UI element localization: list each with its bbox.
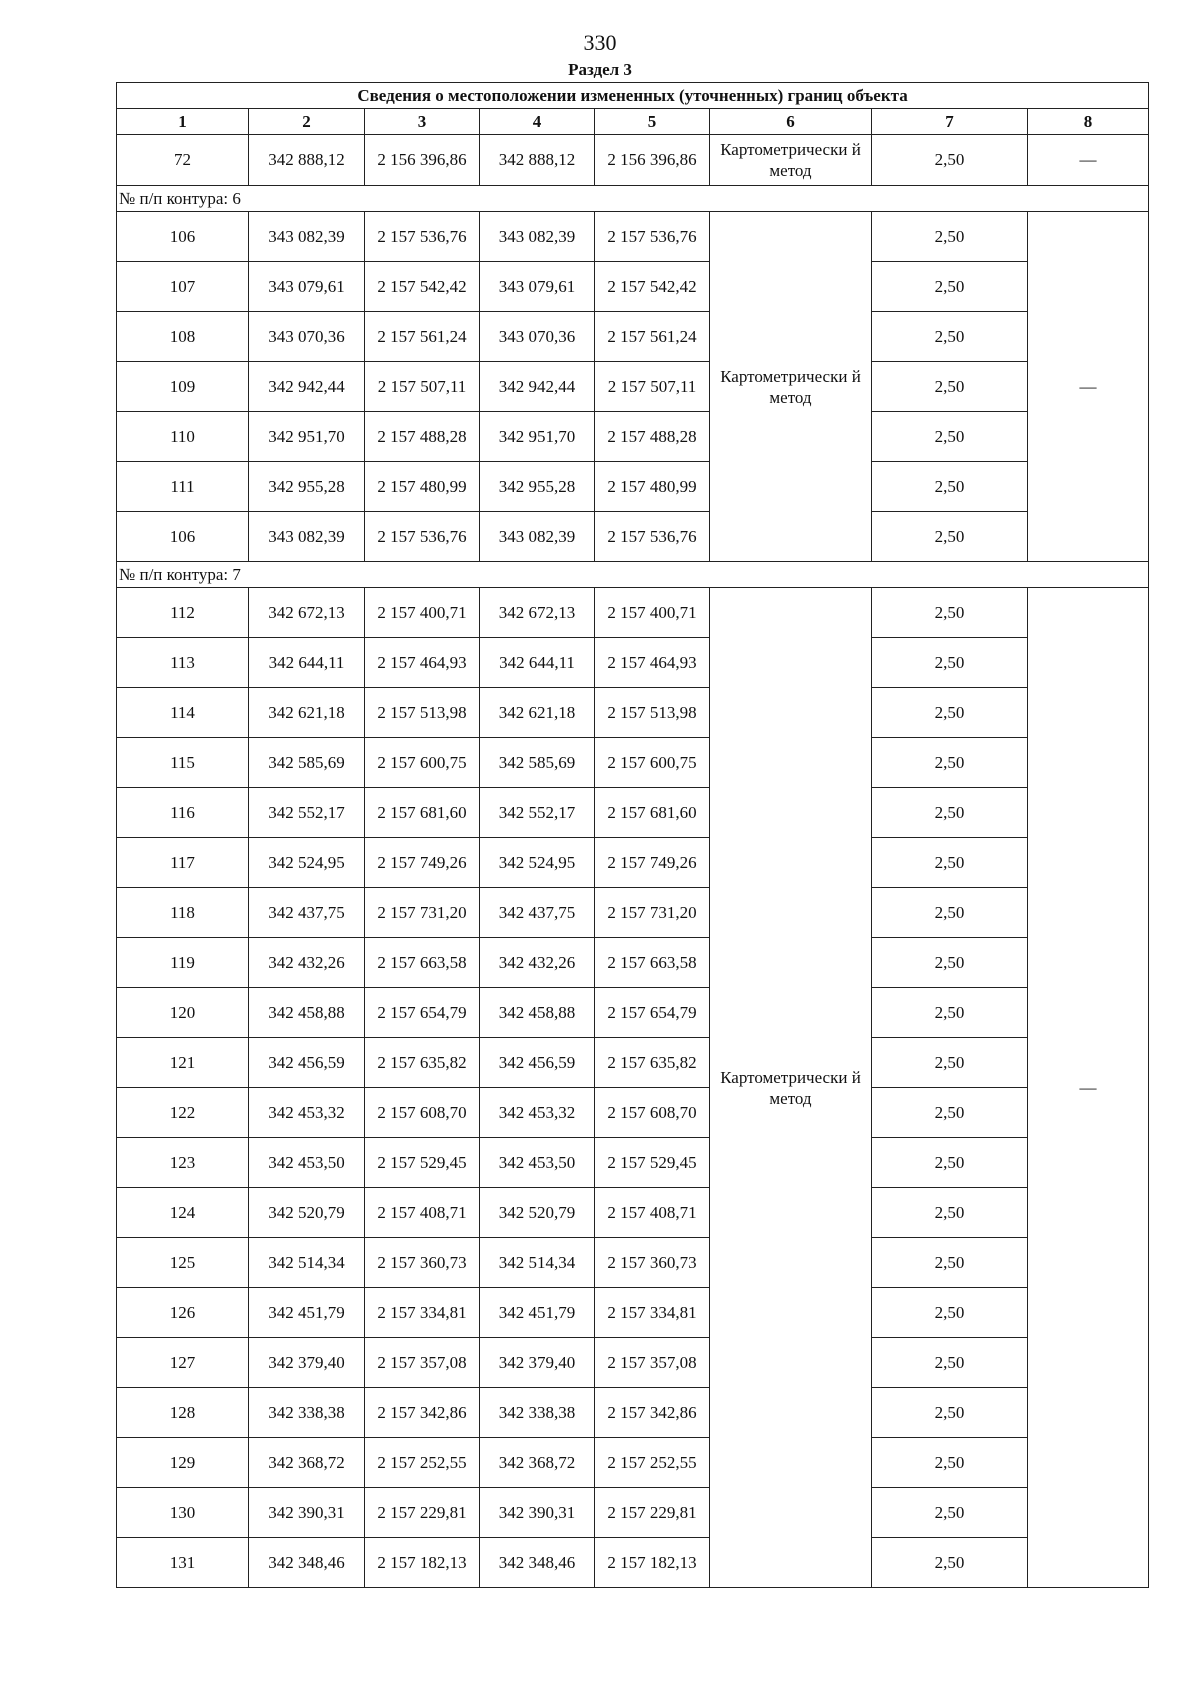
x-refined: 342 368,72 bbox=[480, 1438, 595, 1488]
y-existing: 2 157 529,45 bbox=[365, 1138, 480, 1188]
x-refined: 342 379,40 bbox=[480, 1338, 595, 1388]
point-number: 110 bbox=[117, 412, 249, 462]
y-existing: 2 157 357,08 bbox=[365, 1338, 480, 1388]
y-existing: 2 157 654,79 bbox=[365, 988, 480, 1038]
y-existing: 2 157 608,70 bbox=[365, 1088, 480, 1138]
table-row bbox=[117, 1388, 1149, 1438]
point-number: 123 bbox=[117, 1138, 249, 1188]
x-existing: 342 644,11 bbox=[249, 638, 365, 688]
accuracy: 2,50 bbox=[872, 738, 1028, 788]
y-existing: 2 157 229,81 bbox=[365, 1488, 480, 1538]
y-existing: 2 157 507,11 bbox=[365, 362, 480, 412]
point-number: 72 bbox=[117, 135, 249, 186]
table-caption-row bbox=[117, 83, 1149, 109]
x-refined: 342 451,79 bbox=[480, 1288, 595, 1338]
point-number: 106 bbox=[117, 212, 249, 262]
x-refined: 342 456,59 bbox=[480, 1038, 595, 1088]
accuracy: 2,50 bbox=[872, 688, 1028, 738]
description-dash: — bbox=[1028, 212, 1149, 562]
x-refined: 342 621,18 bbox=[480, 688, 595, 738]
accuracy: 2,50 bbox=[872, 1288, 1028, 1338]
table-body bbox=[117, 83, 1149, 1588]
table-row bbox=[117, 1238, 1149, 1288]
x-refined: 342 458,88 bbox=[480, 988, 595, 1038]
x-existing: 342 458,88 bbox=[249, 988, 365, 1038]
point-number: 114 bbox=[117, 688, 249, 738]
table-row bbox=[117, 938, 1149, 988]
y-existing: 2 157 488,28 bbox=[365, 412, 480, 462]
y-refined: 2 157 229,81 bbox=[595, 1488, 710, 1538]
x-existing: 342 621,18 bbox=[249, 688, 365, 738]
point-number: 128 bbox=[117, 1388, 249, 1438]
accuracy: 2,50 bbox=[872, 412, 1028, 462]
y-existing: 2 157 749,26 bbox=[365, 838, 480, 888]
x-refined: 342 437,75 bbox=[480, 888, 595, 938]
table-row bbox=[117, 888, 1149, 938]
contour-label: № п/п контура: 7 bbox=[117, 562, 1149, 588]
y-existing: 2 157 182,13 bbox=[365, 1538, 480, 1588]
table-row bbox=[117, 312, 1149, 362]
accuracy: 2,50 bbox=[872, 1088, 1028, 1138]
table-row bbox=[117, 362, 1149, 412]
accuracy: 2,50 bbox=[872, 512, 1028, 562]
accuracy: 2,50 bbox=[872, 1388, 1028, 1438]
y-existing: 2 157 480,99 bbox=[365, 462, 480, 512]
x-existing: 342 379,40 bbox=[249, 1338, 365, 1388]
y-refined: 2 157 561,24 bbox=[595, 312, 710, 362]
point-number: 119 bbox=[117, 938, 249, 988]
y-refined: 2 157 357,08 bbox=[595, 1338, 710, 1388]
accuracy: 2,50 bbox=[872, 1038, 1028, 1088]
y-existing: 2 157 542,42 bbox=[365, 262, 480, 312]
x-refined: 342 524,95 bbox=[480, 838, 595, 888]
x-refined: 343 082,39 bbox=[480, 212, 595, 262]
point-number: 130 bbox=[117, 1488, 249, 1538]
y-existing: 2 157 536,76 bbox=[365, 512, 480, 562]
x-existing: 342 456,59 bbox=[249, 1038, 365, 1088]
y-refined: 2 157 536,76 bbox=[595, 212, 710, 262]
y-refined: 2 157 529,45 bbox=[595, 1138, 710, 1188]
y-existing: 2 157 252,55 bbox=[365, 1438, 480, 1488]
accuracy: 2,50 bbox=[872, 938, 1028, 988]
y-refined: 2 157 608,70 bbox=[595, 1088, 710, 1138]
y-existing: 2 157 513,98 bbox=[365, 688, 480, 738]
table-row bbox=[117, 1038, 1149, 1088]
column-number: 6 bbox=[710, 109, 872, 135]
accuracy: 2,50 bbox=[872, 262, 1028, 312]
y-existing: 2 157 561,24 bbox=[365, 312, 480, 362]
x-refined: 343 082,39 bbox=[480, 512, 595, 562]
x-existing: 342 453,32 bbox=[249, 1088, 365, 1138]
table-row bbox=[117, 262, 1149, 312]
accuracy: 2,50 bbox=[872, 362, 1028, 412]
point-number: 115 bbox=[117, 738, 249, 788]
x-refined: 342 432,26 bbox=[480, 938, 595, 988]
x-refined: 343 079,61 bbox=[480, 262, 595, 312]
y-refined: 2 157 654,79 bbox=[595, 988, 710, 1038]
table-row bbox=[117, 1288, 1149, 1338]
y-refined: 2 157 731,20 bbox=[595, 888, 710, 938]
x-existing: 342 955,28 bbox=[249, 462, 365, 512]
x-existing: 342 437,75 bbox=[249, 888, 365, 938]
y-existing: 2 157 408,71 bbox=[365, 1188, 480, 1238]
section-title: Раздел 3 bbox=[568, 60, 632, 79]
y-existing: 2 157 681,60 bbox=[365, 788, 480, 838]
accuracy: 2,50 bbox=[872, 988, 1028, 1038]
table-row bbox=[117, 1438, 1149, 1488]
x-refined: 342 390,31 bbox=[480, 1488, 595, 1538]
accuracy: 2,50 bbox=[872, 462, 1028, 512]
x-refined: 342 672,13 bbox=[480, 588, 595, 638]
x-refined: 342 644,11 bbox=[480, 638, 595, 688]
x-existing: 342 524,95 bbox=[249, 838, 365, 888]
table-row bbox=[117, 412, 1149, 462]
accuracy: 2,50 bbox=[872, 788, 1028, 838]
description-dash: — bbox=[1028, 588, 1149, 1588]
y-existing: 2 157 600,75 bbox=[365, 738, 480, 788]
x-refined: 342 888,12 bbox=[480, 135, 595, 186]
y-existing: 2 157 342,86 bbox=[365, 1388, 480, 1438]
y-refined: 2 157 182,13 bbox=[595, 1538, 710, 1588]
x-existing: 342 453,50 bbox=[249, 1138, 365, 1188]
y-refined: 2 157 536,76 bbox=[595, 512, 710, 562]
method-cell: Картометрически й метод bbox=[710, 212, 872, 562]
accuracy: 2,50 bbox=[872, 1138, 1028, 1188]
point-number: 118 bbox=[117, 888, 249, 938]
x-existing: 342 514,34 bbox=[249, 1238, 365, 1288]
x-existing: 342 672,13 bbox=[249, 588, 365, 638]
x-existing: 342 942,44 bbox=[249, 362, 365, 412]
point-number: 108 bbox=[117, 312, 249, 362]
x-existing: 343 082,39 bbox=[249, 212, 365, 262]
accuracy: 2,50 bbox=[872, 312, 1028, 362]
y-existing: 2 157 536,76 bbox=[365, 212, 480, 262]
point-number: 129 bbox=[117, 1438, 249, 1488]
contour-header-row bbox=[117, 186, 1149, 212]
point-number: 120 bbox=[117, 988, 249, 1038]
x-existing: 342 520,79 bbox=[249, 1188, 365, 1238]
x-refined: 343 070,36 bbox=[480, 312, 595, 362]
point-number: 131 bbox=[117, 1538, 249, 1588]
x-refined: 342 348,46 bbox=[480, 1538, 595, 1588]
table-row bbox=[117, 638, 1149, 688]
accuracy: 2,50 bbox=[872, 1438, 1028, 1488]
table-row bbox=[117, 838, 1149, 888]
point-number: 109 bbox=[117, 362, 249, 412]
y-existing: 2 157 635,82 bbox=[365, 1038, 480, 1088]
y-refined: 2 157 681,60 bbox=[595, 788, 710, 838]
table-caption: Сведения о местоположении измененных (уточненных) границ объекта bbox=[117, 83, 1149, 109]
y-refined: 2 157 663,58 bbox=[595, 938, 710, 988]
y-refined: 2 157 749,26 bbox=[595, 838, 710, 888]
accuracy: 2,50 bbox=[872, 838, 1028, 888]
y-existing: 2 157 663,58 bbox=[365, 938, 480, 988]
coordinates-table bbox=[116, 82, 1149, 1588]
accuracy: 2,50 bbox=[872, 1538, 1028, 1588]
accuracy: 2,50 bbox=[872, 1188, 1028, 1238]
column-number: 3 bbox=[365, 109, 480, 135]
y-refined: 2 157 488,28 bbox=[595, 412, 710, 462]
y-existing: 2 157 731,20 bbox=[365, 888, 480, 938]
y-existing: 2 157 400,71 bbox=[365, 588, 480, 638]
y-refined: 2 157 408,71 bbox=[595, 1188, 710, 1238]
column-number: 8 bbox=[1028, 109, 1149, 135]
method-cell: Картометрически й метод bbox=[710, 135, 872, 186]
y-refined: 2 157 360,73 bbox=[595, 1238, 710, 1288]
x-existing: 342 432,26 bbox=[249, 938, 365, 988]
table-row bbox=[117, 788, 1149, 838]
x-refined: 342 453,50 bbox=[480, 1138, 595, 1188]
point-number: 113 bbox=[117, 638, 249, 688]
contour-label: № п/п контура: 6 bbox=[117, 186, 1149, 212]
point-number: 126 bbox=[117, 1288, 249, 1338]
x-existing: 342 348,46 bbox=[249, 1538, 365, 1588]
page-number: 330 bbox=[583, 30, 617, 55]
accuracy: 2,50 bbox=[872, 638, 1028, 688]
y-refined: 2 157 334,81 bbox=[595, 1288, 710, 1338]
x-existing: 342 390,31 bbox=[249, 1488, 365, 1538]
x-existing: 342 451,79 bbox=[249, 1288, 365, 1338]
accuracy: 2,50 bbox=[872, 1488, 1028, 1538]
table-row bbox=[117, 588, 1149, 638]
y-existing: 2 157 464,93 bbox=[365, 638, 480, 688]
x-refined: 342 951,70 bbox=[480, 412, 595, 462]
y-refined: 2 157 600,75 bbox=[595, 738, 710, 788]
column-number: 2 bbox=[249, 109, 365, 135]
x-existing: 342 951,70 bbox=[249, 412, 365, 462]
y-existing: 2 157 360,73 bbox=[365, 1238, 480, 1288]
x-refined: 342 955,28 bbox=[480, 462, 595, 512]
y-refined: 2 157 513,98 bbox=[595, 688, 710, 738]
point-number: 116 bbox=[117, 788, 249, 838]
contour-header-row bbox=[117, 562, 1149, 588]
y-refined: 2 157 464,93 bbox=[595, 638, 710, 688]
y-refined: 2 157 400,71 bbox=[595, 588, 710, 638]
point-number: 124 bbox=[117, 1188, 249, 1238]
table-row bbox=[117, 738, 1149, 788]
y-refined: 2 156 396,86 bbox=[595, 135, 710, 186]
y-refined: 2 157 507,11 bbox=[595, 362, 710, 412]
table-row bbox=[117, 212, 1149, 262]
x-existing: 343 082,39 bbox=[249, 512, 365, 562]
point-number: 121 bbox=[117, 1038, 249, 1088]
table-row bbox=[117, 135, 1149, 186]
table-row bbox=[117, 988, 1149, 1038]
y-refined: 2 157 635,82 bbox=[595, 1038, 710, 1088]
x-existing: 343 070,36 bbox=[249, 312, 365, 362]
table-row bbox=[117, 1188, 1149, 1238]
accuracy: 2,50 bbox=[872, 588, 1028, 638]
table-row bbox=[117, 1138, 1149, 1188]
column-number: 7 bbox=[872, 109, 1028, 135]
x-refined: 342 520,79 bbox=[480, 1188, 595, 1238]
table-row bbox=[117, 1538, 1149, 1588]
method-cell: Картометрически й метод bbox=[710, 588, 872, 1588]
table-row bbox=[117, 1088, 1149, 1138]
x-existing: 343 079,61 bbox=[249, 262, 365, 312]
x-existing: 342 368,72 bbox=[249, 1438, 365, 1488]
x-refined: 342 585,69 bbox=[480, 738, 595, 788]
x-refined: 342 338,38 bbox=[480, 1388, 595, 1438]
x-refined: 342 552,17 bbox=[480, 788, 595, 838]
y-existing: 2 156 396,86 bbox=[365, 135, 480, 186]
x-refined: 342 942,44 bbox=[480, 362, 595, 412]
point-number: 125 bbox=[117, 1238, 249, 1288]
y-refined: 2 157 252,55 bbox=[595, 1438, 710, 1488]
x-existing: 342 552,17 bbox=[249, 788, 365, 838]
point-number: 111 bbox=[117, 462, 249, 512]
x-existing: 342 338,38 bbox=[249, 1388, 365, 1438]
point-number: 112 bbox=[117, 588, 249, 638]
y-refined: 2 157 342,86 bbox=[595, 1388, 710, 1438]
accuracy: 2,50 bbox=[872, 1238, 1028, 1288]
accuracy: 2,50 bbox=[872, 888, 1028, 938]
column-number: 5 bbox=[595, 109, 710, 135]
y-refined: 2 157 542,42 bbox=[595, 262, 710, 312]
column-number: 4 bbox=[480, 109, 595, 135]
table-row bbox=[117, 512, 1149, 562]
table-row bbox=[117, 1488, 1149, 1538]
point-number: 106 bbox=[117, 512, 249, 562]
accuracy: 2,50 bbox=[872, 212, 1028, 262]
y-refined: 2 157 480,99 bbox=[595, 462, 710, 512]
accuracy: 2,50 bbox=[872, 135, 1028, 186]
description-dash: — bbox=[1028, 135, 1149, 186]
x-existing: 342 585,69 bbox=[249, 738, 365, 788]
table-row bbox=[117, 1338, 1149, 1388]
x-refined: 342 453,32 bbox=[480, 1088, 595, 1138]
point-number: 122 bbox=[117, 1088, 249, 1138]
x-existing: 342 888,12 bbox=[249, 135, 365, 186]
point-number: 107 bbox=[117, 262, 249, 312]
column-number-row bbox=[117, 109, 1149, 135]
table-row bbox=[117, 688, 1149, 738]
table-row bbox=[117, 462, 1149, 512]
y-existing: 2 157 334,81 bbox=[365, 1288, 480, 1338]
point-number: 117 bbox=[117, 838, 249, 888]
x-refined: 342 514,34 bbox=[480, 1238, 595, 1288]
accuracy: 2,50 bbox=[872, 1338, 1028, 1388]
point-number: 127 bbox=[117, 1338, 249, 1388]
column-number: 1 bbox=[117, 109, 249, 135]
